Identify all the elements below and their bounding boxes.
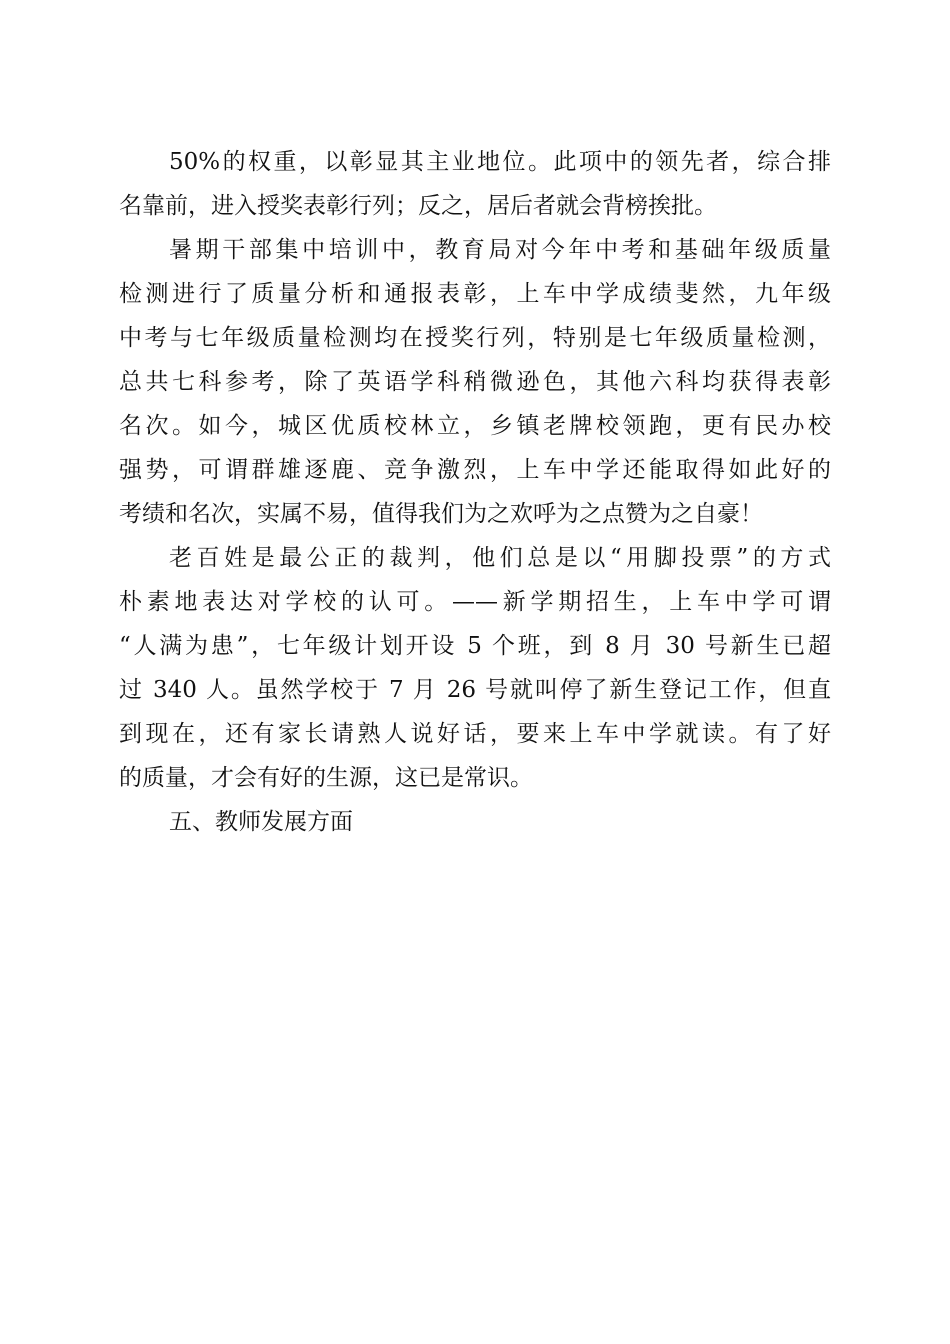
- paragraph-line: 强势，可谓群雄逐鹿、竞争激烈，上车中学还能取得如此好的: [119, 457, 831, 483]
- paragraph-line: 检测进行了质量分析和通报表彰，上车中学成绩斐然，九年级: [119, 281, 831, 307]
- paragraph-line: 到现在，还有家长请熟人说好话，要来上车中学就读。有了好: [119, 721, 831, 747]
- paragraph-line: “人满为患”，七年级计划开设 5 个班，到 8 月 30 号新生已超: [119, 633, 831, 659]
- paragraph-line: 老百姓是最公正的裁判，他们总是以“用脚投票”的方式: [169, 545, 831, 571]
- paragraph-line: 过 340 人。虽然学校于 7 月 26 号就叫停了新生登记工作，但直: [119, 677, 831, 703]
- paragraph-line: 暑期干部集中培训中，教育局对今年中考和基础年级质量: [169, 237, 831, 263]
- body-text: [119, 140, 831, 844]
- section-heading: 五、教师发展方面: [169, 809, 353, 835]
- paragraph-line: 名靠前，进入授奖表彰行列；反之，居后者就会背榜挨批。: [119, 193, 717, 219]
- paragraph-line: 中考与七年级质量检测均在授奖行列，特别是七年级质量检测，: [119, 325, 831, 351]
- paragraph-line: 名次。如今，城区优质校林立，乡镇老牌校领跑，更有民办校: [119, 413, 831, 439]
- paragraph-line: 50%的权重，以彰显其主业地位。此项中的领先者，综合排: [169, 149, 831, 175]
- paragraph-line: 朴素地表达对学校的认可。——新学期招生，上车中学可谓: [119, 589, 831, 615]
- paragraph-line: 总共七科参考，除了英语学科稍微逊色，其他六科均获得表彰: [119, 369, 831, 395]
- paragraph-line: 的质量，才会有好的生源，这已是常识。: [119, 765, 533, 791]
- paragraph-line: 考绩和名次，实属不易，值得我们为之欢呼为之点赞为之自豪！: [119, 501, 763, 527]
